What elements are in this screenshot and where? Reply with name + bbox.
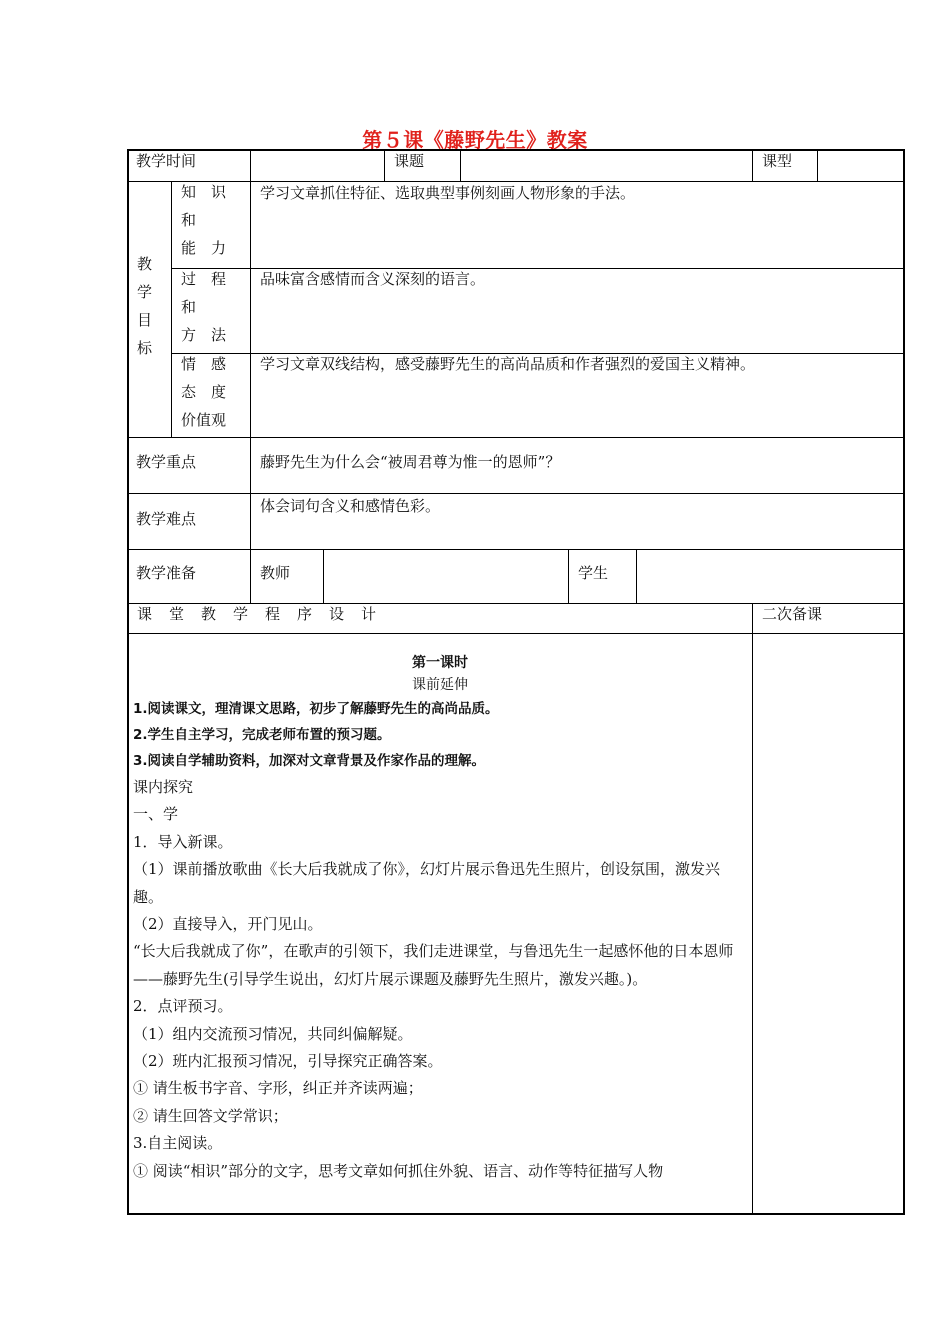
lesson-paragraph: （2）直接导入，开门见山。 bbox=[133, 915, 323, 934]
col-divider bbox=[636, 549, 637, 603]
knowledge-ability-text: 学习文章抓住特征、选取典型事例刻画人物形象的手法。 bbox=[260, 184, 636, 202]
lesson-paragraph: ① 阅读“相识”部分的文字，思考文章如何抓住外貌、语言、动作等特征描写人物 bbox=[133, 1161, 664, 1180]
student-label: 学生 bbox=[578, 564, 609, 582]
lesson-paragraph: （1）组内交流预习情况，共同纠偏解疑。 bbox=[133, 1024, 413, 1043]
second-prep-label: 二次备课 bbox=[762, 605, 823, 623]
emotion-attitude-label: 情 感 态 度 价值观 bbox=[181, 355, 227, 429]
process-method-label: 过 程 和 方 法 bbox=[181, 270, 227, 344]
col-divider bbox=[250, 149, 251, 604]
knowledge-ability-label: 知 识 和 能 力 bbox=[181, 183, 227, 257]
lesson-body bbox=[133, 652, 747, 1214]
lesson-paragraph: 一、学 bbox=[133, 805, 179, 824]
lesson-paragraph: 课内探究 bbox=[133, 778, 194, 796]
row-divider bbox=[127, 181, 905, 182]
preparation-label: 教学准备 bbox=[136, 564, 197, 582]
pre-item: 3.阅读自学辅助资料，加深对文章背景及作家作品的理解。 bbox=[133, 753, 486, 769]
col-divider bbox=[568, 549, 569, 603]
key-point-label: 教学重点 bbox=[136, 453, 197, 471]
col-divider bbox=[460, 149, 461, 181]
row-divider bbox=[127, 549, 905, 550]
col-divider bbox=[752, 149, 753, 181]
page-title: 第５课《藤野先生》教案 bbox=[362, 128, 588, 152]
lesson-paragraph: ① 请生板书字音、字形，纠正并齐读两遍； bbox=[133, 1079, 423, 1098]
design-header: 课堂教学程序设计 bbox=[137, 605, 394, 623]
lesson-heading: 第一课时 bbox=[412, 655, 468, 671]
emotion-attitude-text: 学习文章双线结构，感受藤野先生的高尚品质和作者强烈的爱国主义精神。 bbox=[260, 355, 756, 373]
lesson-type-label: 课型 bbox=[762, 152, 793, 170]
lesson-subheading: 课前延伸 bbox=[412, 677, 468, 693]
col-divider bbox=[817, 149, 818, 181]
process-method-text: 品味富含感情而含义深刻的语言。 bbox=[260, 270, 486, 288]
row-divider bbox=[127, 633, 905, 634]
col-divider bbox=[384, 149, 385, 181]
lesson-paragraph: 1．导入新课。 bbox=[133, 832, 233, 851]
lesson-paragraph: ② 请生回答文学常识； bbox=[133, 1106, 288, 1125]
lesson-paragraph: 3.自主阅读。 bbox=[133, 1134, 223, 1153]
lesson-paragraph: “长大后我就成了你”，在歌声的引领下，我们走进课堂，与鲁迅先生一起感怀他的日本恩师——藤野先生(引导学生说出，幻灯片展示课题及藤野先生照片，激发兴趣。)。 bbox=[133, 942, 734, 988]
goals-label: 教 学 目 标 bbox=[137, 255, 153, 357]
pre-item: 2.学生自主学习，完成老师布置的预习题。 bbox=[133, 727, 391, 743]
row-divider bbox=[127, 437, 905, 438]
lesson-paragraph: （2）班内汇报预习情况，引导探究正确答案。 bbox=[133, 1052, 443, 1071]
pre-item: 1.阅读课文，理清课文思路，初步了解藤野先生的高尚品质。 bbox=[133, 701, 499, 717]
row-divider bbox=[127, 493, 905, 494]
lesson-paragraph: 2．点评预习。 bbox=[133, 997, 233, 1016]
difficulty-label: 教学难点 bbox=[136, 510, 197, 528]
difficulty-text: 体会词句含义和感情色彩。 bbox=[260, 497, 441, 515]
col-divider bbox=[752, 603, 753, 1215]
col-divider bbox=[323, 549, 324, 603]
teacher-label: 教师 bbox=[260, 564, 291, 582]
teaching-time-label: 教学时间 bbox=[136, 152, 197, 170]
lesson-paragraph: （1）课前播放歌曲《长大后我就成了你》，幻灯片展示鲁迅先生照片，创设氛围，激发兴趣。 bbox=[133, 860, 721, 906]
col-divider bbox=[171, 181, 172, 437]
topic-label: 课题 bbox=[394, 152, 425, 170]
key-point-text: 藤野先生为什么会“被周君尊为惟一的恩师”？ bbox=[260, 453, 561, 471]
